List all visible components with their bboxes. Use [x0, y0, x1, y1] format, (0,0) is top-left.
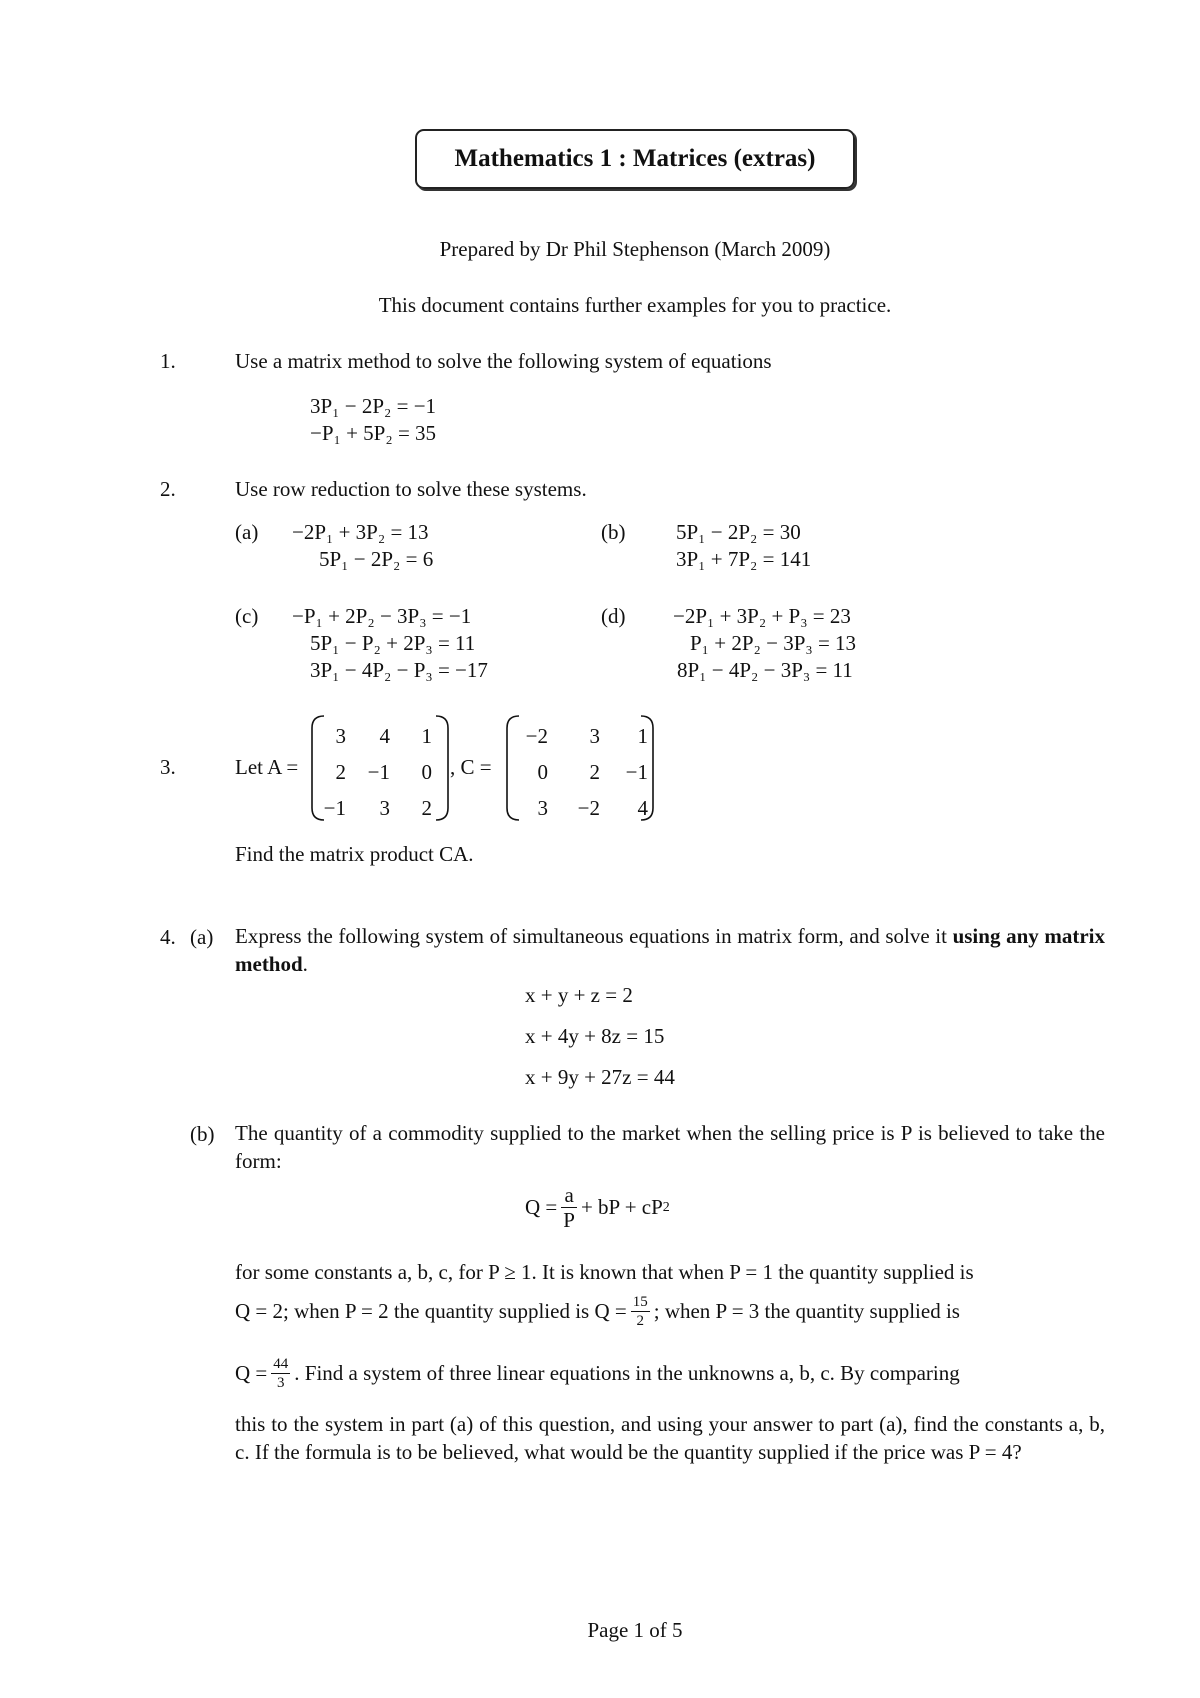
- q2-number: 2.: [160, 477, 176, 501]
- formula-numerator: a: [561, 1183, 577, 1208]
- fraction-numerator: 15: [632, 1293, 648, 1310]
- matrix-cell: −1: [367, 759, 390, 784]
- matrix-row: [318, 718, 432, 754]
- matrix-cell: 4: [379, 723, 390, 748]
- matrix-row: [318, 790, 432, 826]
- author-line: Prepared by Dr Phil Stephenson (March 2009): [439, 237, 831, 261]
- q4a-label: (a): [190, 925, 214, 949]
- matrix-row: [510, 754, 648, 790]
- fraction-numerator: 44: [273, 1355, 289, 1372]
- q2d-equation-1: −2P₁ + 3P₂ + P₃ = 23: [673, 604, 851, 628]
- q2c-label: (c): [235, 604, 259, 628]
- q2a-equation-1: −2P₁ + 3P₂ = 13: [292, 520, 429, 544]
- q1-text: Use a matrix method to solve the following system of equations: [235, 349, 772, 373]
- matrix-row: [318, 754, 432, 790]
- q4b-line-2: [235, 1290, 960, 1332]
- q4b-fraction-44-3: [271, 1355, 290, 1392]
- title-box: [415, 129, 855, 189]
- fraction-denominator: 3: [277, 1374, 285, 1391]
- formula-lhs: Q =: [525, 1195, 558, 1219]
- q2d-equation-2: P₁ + 2P₂ − 3P₃ = 13: [690, 631, 857, 655]
- matrix-cell: 0: [537, 759, 548, 784]
- matrix-cell: 2: [421, 795, 432, 820]
- q4b-fraction-15-2: [631, 1293, 650, 1330]
- matrix-cell: 4: [637, 795, 648, 820]
- q4b-line-2-start: Q = 2; when P = 2 the quantity supplied is Q =: [235, 1298, 627, 1323]
- matrix-a: [318, 718, 432, 826]
- q4b-line-1: for some constants a, b, c, for P ≥ 1. It is known that when P = 1 the quantity supplied is: [235, 1260, 974, 1284]
- q4a-period: .: [302, 952, 308, 976]
- q4a-equation-1: x + y + z = 2: [525, 983, 633, 1007]
- q4b-line-3: [235, 1352, 960, 1394]
- q2a-equation-2: 5P₁ − 2P₂ = 6: [319, 547, 434, 571]
- q4b-line-2-end: ; when P = 3 the quantity supplied is: [653, 1298, 960, 1323]
- q3-number: 3.: [160, 755, 176, 779]
- matrix-row: [510, 790, 648, 826]
- q3-let: Let A =: [235, 755, 299, 779]
- q2b-label: (b): [601, 520, 626, 544]
- q4b-label: (b): [190, 1122, 215, 1146]
- q4a-paragraph: [235, 922, 1105, 978]
- q4b-line-3-end: . Find a system of three linear equations in the unknowns a, b, c. By comparing: [294, 1360, 960, 1385]
- q4a-equation-3: x + 9y + 27z = 44: [525, 1065, 675, 1089]
- q2c-equation-3: 3P₁ − 4P₂ − P₃ = −17: [310, 658, 488, 682]
- q4a-bold-text: using any matrix method: [235, 924, 1106, 976]
- q4b-text: The quantity of a commodity supplied to the market when the selling price is P is believed to take the form:: [235, 1121, 1105, 1173]
- q1-equation-1: 3P₁ − 2P₂ = −1: [310, 394, 437, 418]
- q4b-rest-text: this to the system in part (a) of this question, and using your answer to part (a), find the constants a, b, c. If the formula is to be believed, what would be the quantity supplied if the price was P = 4?: [235, 1412, 1105, 1464]
- matrix-cell: −1: [323, 795, 346, 820]
- matrix-cell: 1: [421, 723, 432, 748]
- formula-denominator: P: [563, 1208, 575, 1232]
- q2b-equation-1: 5P₁ − 2P₂ = 30: [676, 520, 801, 544]
- matrix-cell: 3: [335, 723, 346, 748]
- matrix-cell: −2: [577, 795, 600, 820]
- q1-number: 1.: [160, 349, 176, 373]
- q2d-equation-3: 8P₁ − 4P₂ − 3P₃ = 11: [677, 658, 853, 682]
- q3-find-text: Find the matrix product CA.: [235, 842, 474, 866]
- q4a-equation-2: x + 4y + 8z = 15: [525, 1024, 665, 1048]
- matrix-cell: 3: [537, 795, 548, 820]
- q2c-equation-1: −P₁ + 2P₂ − 3P₃ = −1: [292, 604, 472, 628]
- q2b-equation-2: 3P₁ + 7P₂ = 141: [676, 547, 812, 571]
- q2c-equation-2: 5P₁ − P₂ + 2P₃ = 11: [310, 631, 476, 655]
- formula-fraction: [561, 1183, 577, 1232]
- q4b-formula: Q = $\frac{a}{P}$ + bP + cP 2: [525, 1183, 670, 1232]
- q2-text: Use row reduction to solve these systems.: [235, 477, 587, 501]
- q2a-label: (a): [235, 520, 259, 544]
- matrix-cell: 2: [589, 759, 600, 784]
- matrix-cell: −1: [625, 759, 648, 784]
- q4a-text: Express the following system of simultaneous equations in matrix form, and solve it: [235, 924, 947, 948]
- q4b-line-3-start: Q =: [235, 1360, 268, 1385]
- matrix-cell: 3: [589, 723, 600, 748]
- q2d-label: (d): [601, 604, 626, 628]
- matrix-cell: 1: [637, 723, 648, 748]
- q4-number: 4.: [160, 925, 176, 949]
- matrix-cell: −2: [525, 723, 548, 748]
- document-title: Mathematics 1 : Matrices (extras): [454, 145, 816, 172]
- intro-line: This document contains further examples for you to practice.: [378, 293, 892, 317]
- matrix-cell: 0: [421, 759, 432, 784]
- matrix-cell: 3: [379, 795, 390, 820]
- q1-equation-2: −P₁ + 5P₂ = 35: [310, 421, 437, 445]
- q3-c-label: , C =: [450, 755, 492, 779]
- matrix-cell: 2: [335, 759, 346, 784]
- matrix-row: [510, 718, 648, 754]
- matrix-c: [510, 718, 648, 826]
- fraction-denominator: 2: [636, 1312, 644, 1329]
- page-number: Page 1 of 5: [587, 1618, 683, 1642]
- formula-rhs: + bP + cP: [580, 1195, 663, 1219]
